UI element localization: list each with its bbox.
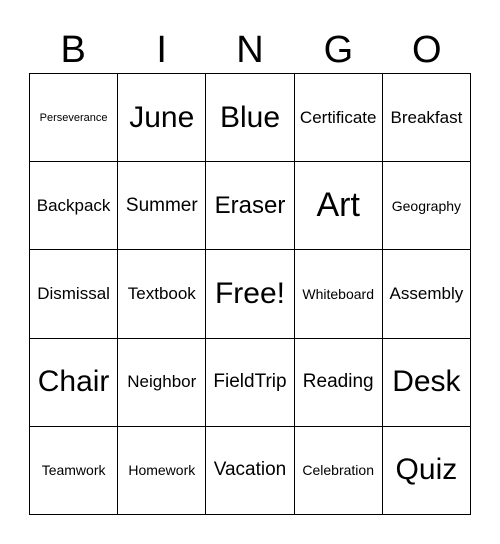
bingo-cell[interactable]: Chair [30, 339, 118, 427]
bingo-cell[interactable]: Geography [383, 162, 471, 250]
bingo-header [29, 28, 471, 72]
bingo-cell[interactable]: Vacation [206, 427, 294, 515]
header-letter-b: B [60, 29, 86, 71]
bingo-cell[interactable]: Quiz [383, 427, 471, 515]
header-letter-o: O [412, 29, 442, 71]
bingo-cell[interactable]: Teamwork [30, 427, 118, 515]
bingo-cell[interactable]: Perseverance [30, 74, 118, 162]
bingo-cell[interactable]: Neighbor [118, 339, 206, 427]
bingo-cell[interactable]: Whiteboard [295, 250, 383, 338]
bingo-cell[interactable]: Certificate [295, 74, 383, 162]
bingo-cell[interactable]: Reading [295, 339, 383, 427]
bingo-cell[interactable]: Backpack [30, 162, 118, 250]
bingo-cell[interactable]: Summer [118, 162, 206, 250]
header-letter-g: G [323, 29, 354, 71]
bingo-cell[interactable]: Eraser [206, 162, 294, 250]
bingo-cell[interactable]: Dismissal [30, 250, 118, 338]
free-space-cell[interactable]: Free! [206, 250, 294, 338]
bingo-cell[interactable]: Homework [118, 427, 206, 515]
header-letter-n: N [236, 29, 264, 71]
bingo-cell[interactable]: Celebration [295, 427, 383, 515]
bingo-cell[interactable]: Art [295, 162, 383, 250]
bingo-board [29, 73, 471, 515]
bingo-cell[interactable]: Blue [206, 74, 294, 162]
bingo-cell[interactable]: June [118, 74, 206, 162]
header-letter-i: I [156, 29, 167, 71]
bingo-cell[interactable]: Desk [383, 339, 471, 427]
bingo-cell[interactable]: FieldTrip [206, 339, 294, 427]
bingo-cell[interactable]: Breakfast [383, 74, 471, 162]
bingo-cell[interactable]: Assembly [383, 250, 471, 338]
bingo-cell[interactable]: Textbook [118, 250, 206, 338]
